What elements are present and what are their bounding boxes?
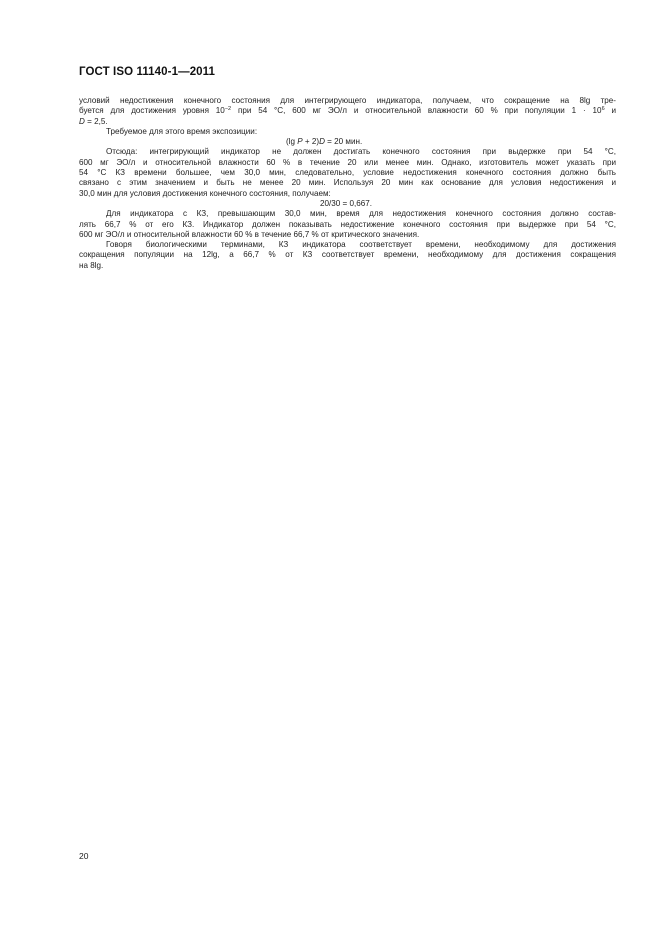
page-number: 20 [79,851,89,861]
formula-fragment: = 20 мин. [324,137,363,147]
variable-p: P [297,137,303,147]
document-body [79,96,616,271]
formula-ratio: 20/30 = 0,667. [320,198,372,208]
document-header-title: ГОСТ ISO 11140-1—2011 [79,66,216,78]
paragraph-5-line-2: сокращения популяции на 12lg, а 66,7 % от КЗ соответствует времени, необходимому для достижения сокращения [79,250,616,260]
paragraph-2-line-1: Требуемое для этого время экспозиции: [106,126,258,136]
text-fragment: при 54 °С, 600 мг ЭО/л и относительной влажности 60 % при популяции 1 · 10 [231,106,602,116]
paragraph-4-line-3: 600 мг ЭО/л и относительной влажности 60 % в течение 66,7 % от критического значения. [79,229,420,239]
text-fragment: = 2,5. [84,116,108,126]
text-fragment: буется для достижения уровня 10 [79,106,225,116]
paragraph-3-line-3: 54 °С КЗ времени большее, чем 30,0 мин, следовательно, условие недостижения конечного состояния должно быть [79,168,616,178]
paragraph-3-line-4: связано с этим значением и быть не менее 20 мин. Используя 20 мин как основание для условия недостижения и [79,178,616,188]
variable-d: D [79,116,85,126]
paragraph-4-line-2: лять 66,7 % от его КЗ. Индикатор должен показывать недостижение конечного состояния при выдержке при 54 °С, [79,219,616,229]
paragraph-1-line-1: условий недостижения конечного состояния для интегрирующего индикатора, получаем, что сокращение на 8lg тре- [79,96,616,105]
paragraph-5-line-3: на 8lg. [79,260,104,270]
superscript: −2 [224,106,232,113]
variable-d: D [319,137,325,147]
superscript: 6 [601,106,605,113]
paragraph-1-line-2 [79,106,616,116]
paragraph-3-line-5: 30,0 мин для условия достижения конечного состояния, получаем: [79,188,331,198]
paragraph-1-line-3 [79,117,616,127]
text-fragment: и [604,106,616,116]
paragraph-4-line-1: Для индикатора с КЗ, превышающим 30,0 мин, время для недостижения конечного состояния должно состав- [106,209,616,219]
paragraph-3-line-2: 600 мг ЭО/л и относительной влажности 60 % в течение 20 или менее мин. Однако, изготовитель может указать при [79,157,616,167]
paragraph-5-line-1: Говоря биологическими терминами, КЗ индикатора соответствует времени, необходимому для достижения [106,240,616,250]
formula-fragment: (lg [286,137,298,147]
formula-exposure-time [79,137,616,147]
formula-fragment: + 2) [302,137,320,147]
paragraph-3-line-1: Отсюда: интегрирующий индикатор не должен достигать конечного состояния при выдержке при 54 °С, [106,147,616,157]
